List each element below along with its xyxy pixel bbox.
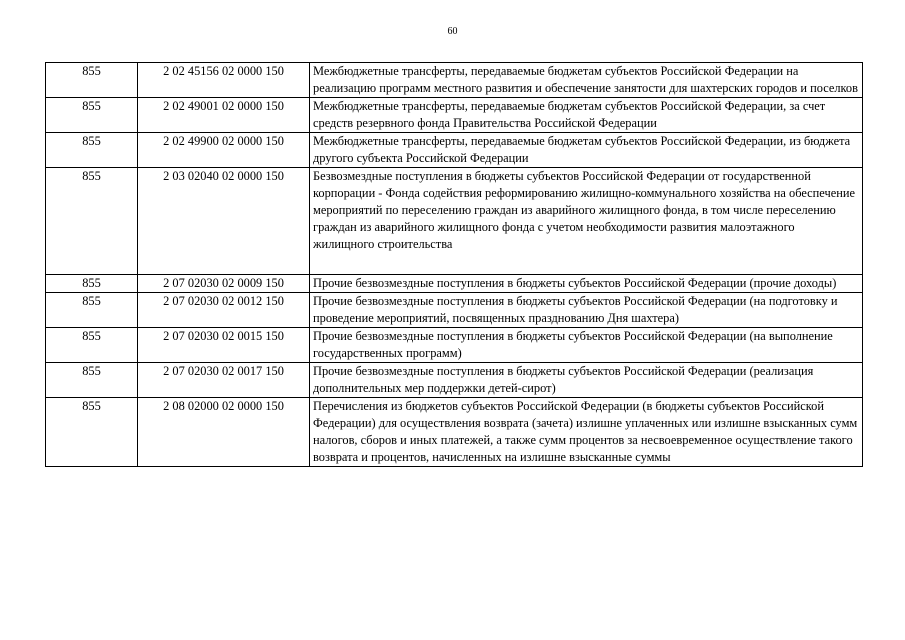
revenue-code-cell: 2 03 02040 02 0000 150 bbox=[138, 168, 310, 275]
table-row bbox=[46, 328, 863, 363]
budget-classification-table bbox=[45, 62, 863, 467]
description-cell: Прочие безвозмездные поступления в бюджеты субъектов Российской Федерации (на выполнение государственных программ) bbox=[310, 328, 863, 363]
admin-code-cell: 855 bbox=[46, 98, 138, 133]
revenue-code-cell: 2 02 49900 02 0000 150 bbox=[138, 133, 310, 168]
table-row bbox=[46, 98, 863, 133]
revenue-code-cell: 2 02 45156 02 0000 150 bbox=[138, 63, 310, 98]
admin-code-cell: 855 bbox=[46, 168, 138, 275]
table-row bbox=[46, 398, 863, 467]
table-row bbox=[46, 63, 863, 98]
description-cell: Прочие безвозмездные поступления в бюджеты субъектов Российской Федерации (на подготовку и проведение мероприятий, посвященных празднованию Дня шахтера) bbox=[310, 293, 863, 328]
admin-code-cell: 855 bbox=[46, 133, 138, 168]
table-row bbox=[46, 275, 863, 293]
table-row bbox=[46, 293, 863, 328]
admin-code-cell: 855 bbox=[46, 363, 138, 398]
admin-code-cell: 855 bbox=[46, 275, 138, 293]
description-cell: Прочие безвозмездные поступления в бюджеты субъектов Российской Федерации (реализация дополнительных мер поддержки детей-сирот) bbox=[310, 363, 863, 398]
admin-code-cell: 855 bbox=[46, 293, 138, 328]
table-row bbox=[46, 363, 863, 398]
description-cell: Безвозмездные поступления в бюджеты субъектов Российской Федерации от государственной корпорации - Фонда содействия реформированию жилищно-коммунального хозяйства на обеспечение мероприятий по переселению граждан из аварийного жилищного фонда, в том числе переселению граждан из аварийного жилищного фонда с учетом необходимости развития малоэтажного жилищного строительства bbox=[310, 168, 863, 275]
admin-code-cell: 855 bbox=[46, 398, 138, 467]
table-row bbox=[46, 168, 863, 275]
revenue-code-cell: 2 02 49001 02 0000 150 bbox=[138, 98, 310, 133]
revenue-code-cell: 2 07 02030 02 0009 150 bbox=[138, 275, 310, 293]
revenue-code-cell: 2 07 02030 02 0012 150 bbox=[138, 293, 310, 328]
description-cell: Межбюджетные трансферты, передаваемые бюджетам субъектов Российской Федерации, за счет средств резервного фонда Правительства Российской Федерации bbox=[310, 98, 863, 133]
page-number: 60 bbox=[447, 26, 458, 37]
revenue-code-cell: 2 07 02030 02 0017 150 bbox=[138, 363, 310, 398]
description-cell: Прочие безвозмездные поступления в бюджеты субъектов Российской Федерации (прочие доходы) bbox=[310, 275, 863, 293]
table-row bbox=[46, 133, 863, 168]
admin-code-cell: 855 bbox=[46, 63, 138, 98]
admin-code-cell: 855 bbox=[46, 328, 138, 363]
description-cell: Перечисления из бюджетов субъектов Российской Федерации (в бюджеты субъектов Российской Федерации) для осуществления возврата (зачета) излишне уплаченных или излишне взысканных сумм налогов, сборов и иных платежей, а также сумм процентов за несвоевременное осуществление такого возврата и процентов, начисленных на излишне взысканные суммы bbox=[310, 398, 863, 467]
revenue-code-cell: 2 07 02030 02 0015 150 bbox=[138, 328, 310, 363]
description-cell: Межбюджетные трансферты, передаваемые бюджетам субъектов Российской Федерации на реализацию программ местного развития и обеспечение занятости для шахтерских городов и поселков bbox=[310, 63, 863, 98]
revenue-code-cell: 2 08 02000 02 0000 150 bbox=[138, 398, 310, 467]
description-cell: Межбюджетные трансферты, передаваемые бюджетам субъектов Российской Федерации, из бюджета другого субъекта Российской Федерации bbox=[310, 133, 863, 168]
